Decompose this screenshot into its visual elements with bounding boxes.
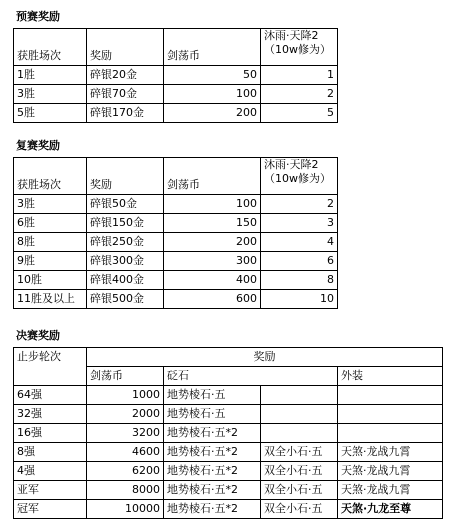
table-row — [14, 66, 338, 85]
cell-wins: 3胜 — [14, 85, 87, 104]
header-wins: 获胜场次 — [14, 158, 87, 195]
cell-round: 32强 — [14, 405, 87, 424]
header-appearance: 外装 — [338, 367, 443, 386]
cell-wins: 3胜 — [14, 195, 87, 214]
table-row — [14, 104, 338, 123]
cell-fashion: 4 — [261, 233, 338, 252]
cell-stone-primary: 地势棱石·五*2 — [164, 443, 261, 462]
header-coins: 剑荡币 — [164, 29, 261, 66]
cell-reward: 碎银250金 — [87, 233, 164, 252]
cell-appearance — [338, 405, 443, 424]
cell-round: 16强 — [14, 424, 87, 443]
header-stop-round: 止步轮次 — [14, 348, 87, 386]
table-row — [14, 85, 338, 104]
cell-reward: 碎银500金 — [87, 290, 164, 309]
cell-appearance: 天煞·龙战九霄 — [338, 462, 443, 481]
header-reward: 奖励 — [87, 158, 164, 195]
header-fashion-line1: 沐雨·天降2 — [264, 158, 319, 171]
header-fashion-line1: 沐雨·天降2 — [264, 29, 319, 42]
cell-coins: 400 — [164, 271, 261, 290]
cell-coins: 200 — [164, 233, 261, 252]
cell-coins: 600 — [164, 290, 261, 309]
cell-coins: 10000 — [87, 500, 164, 519]
cell-coins: 200 — [164, 104, 261, 123]
header-fashion — [261, 158, 338, 195]
cell-coins: 2000 — [87, 405, 164, 424]
cell-stone-secondary — [261, 386, 338, 405]
table-row — [14, 443, 443, 462]
cell-round: 亚军 — [14, 481, 87, 500]
preliminary-table — [13, 28, 338, 123]
cell-round: 8强 — [14, 443, 87, 462]
cell-wins: 6胜 — [14, 214, 87, 233]
cell-wins: 8胜 — [14, 233, 87, 252]
cell-coins: 8000 — [87, 481, 164, 500]
table-row — [14, 481, 443, 500]
rematch-table — [13, 157, 338, 309]
table-header-row — [14, 158, 338, 195]
cell-coins: 3200 — [87, 424, 164, 443]
cell-coins: 4600 — [87, 443, 164, 462]
cell-stone-primary: 地势棱石·五*2 — [164, 500, 261, 519]
cell-round: 64强 — [14, 386, 87, 405]
table-row — [14, 290, 338, 309]
cell-reward: 碎银20金 — [87, 66, 164, 85]
header-fashion-line2: （10w修为） — [264, 172, 331, 185]
cell-reward: 碎银400金 — [87, 271, 164, 290]
header-wins: 获胜场次 — [14, 29, 87, 66]
cell-fashion: 6 — [261, 252, 338, 271]
header-stone: 砭石 — [164, 367, 338, 386]
cell-reward: 碎银70金 — [87, 85, 164, 104]
table-row — [14, 500, 443, 519]
cell-appearance — [338, 386, 443, 405]
table-row — [14, 462, 443, 481]
cell-wins: 10胜 — [14, 271, 87, 290]
cell-wins: 1胜 — [14, 66, 87, 85]
cell-wins: 5胜 — [14, 104, 87, 123]
cell-wins: 9胜 — [14, 252, 87, 271]
cell-stone-secondary — [261, 405, 338, 424]
header-coins: 剑荡币 — [87, 367, 164, 386]
table-row — [14, 424, 443, 443]
cell-fashion: 8 — [261, 271, 338, 290]
cell-wins: 11胜及以上 — [14, 290, 87, 309]
cell-stone-primary: 地势棱石·五*2 — [164, 481, 261, 500]
cell-appearance: 天煞·龙战九霄 — [338, 443, 443, 462]
table-row — [14, 233, 338, 252]
cell-reward: 碎银170金 — [87, 104, 164, 123]
cell-reward: 碎银150金 — [87, 214, 164, 233]
cell-round: 4强 — [14, 462, 87, 481]
cell-coins: 100 — [164, 195, 261, 214]
cell-appearance: 天煞·龙战九霄 — [338, 481, 443, 500]
cell-stone-secondary: 双全小石·五 — [261, 443, 338, 462]
cell-coins: 50 — [164, 66, 261, 85]
table-row — [14, 195, 338, 214]
cell-stone-primary: 地势棱石·五*2 — [164, 462, 261, 481]
cell-coins: 150 — [164, 214, 261, 233]
cell-coins: 300 — [164, 252, 261, 271]
table-row — [14, 386, 443, 405]
table-row — [14, 252, 338, 271]
cell-fashion: 10 — [261, 290, 338, 309]
table-header-row — [14, 29, 338, 66]
finals-title: 决赛奖励 — [16, 329, 60, 342]
cell-stone-primary: 地势棱石·五 — [164, 386, 261, 405]
header-coins: 剑荡币 — [164, 158, 261, 195]
cell-stone-secondary: 双全小石·五 — [261, 500, 338, 519]
cell-coins: 1000 — [87, 386, 164, 405]
cell-stone-secondary: 双全小石·五 — [261, 481, 338, 500]
cell-coins: 100 — [164, 85, 261, 104]
rematch-title: 复赛奖励 — [16, 139, 60, 152]
header-reward: 奖励 — [87, 29, 164, 66]
cell-fashion: 3 — [261, 214, 338, 233]
cell-coins: 6200 — [87, 462, 164, 481]
cell-fashion: 2 — [261, 195, 338, 214]
header-fashion-line2: （10w修为） — [264, 43, 331, 56]
cell-stone-primary: 地势棱石·五*2 — [164, 424, 261, 443]
cell-stone-secondary: 双全小石·五 — [261, 462, 338, 481]
header-fashion — [261, 29, 338, 66]
cell-stone-secondary — [261, 424, 338, 443]
cell-stone-primary: 地势棱石·五 — [164, 405, 261, 424]
cell-round: 冠军 — [14, 500, 87, 519]
cell-reward: 碎银50金 — [87, 195, 164, 214]
cell-appearance: 天煞·九龙至尊 — [338, 500, 443, 519]
table-row — [14, 214, 338, 233]
cell-reward: 碎银300金 — [87, 252, 164, 271]
cell-fashion: 1 — [261, 66, 338, 85]
header-reward: 奖励 — [87, 348, 443, 367]
cell-fashion: 2 — [261, 85, 338, 104]
cell-fashion: 5 — [261, 104, 338, 123]
preliminary-title: 预赛奖励 — [16, 10, 60, 23]
finals-table — [13, 347, 443, 519]
table-row — [14, 271, 338, 290]
table-header-row — [14, 348, 443, 367]
table-row — [14, 405, 443, 424]
cell-appearance — [338, 424, 443, 443]
